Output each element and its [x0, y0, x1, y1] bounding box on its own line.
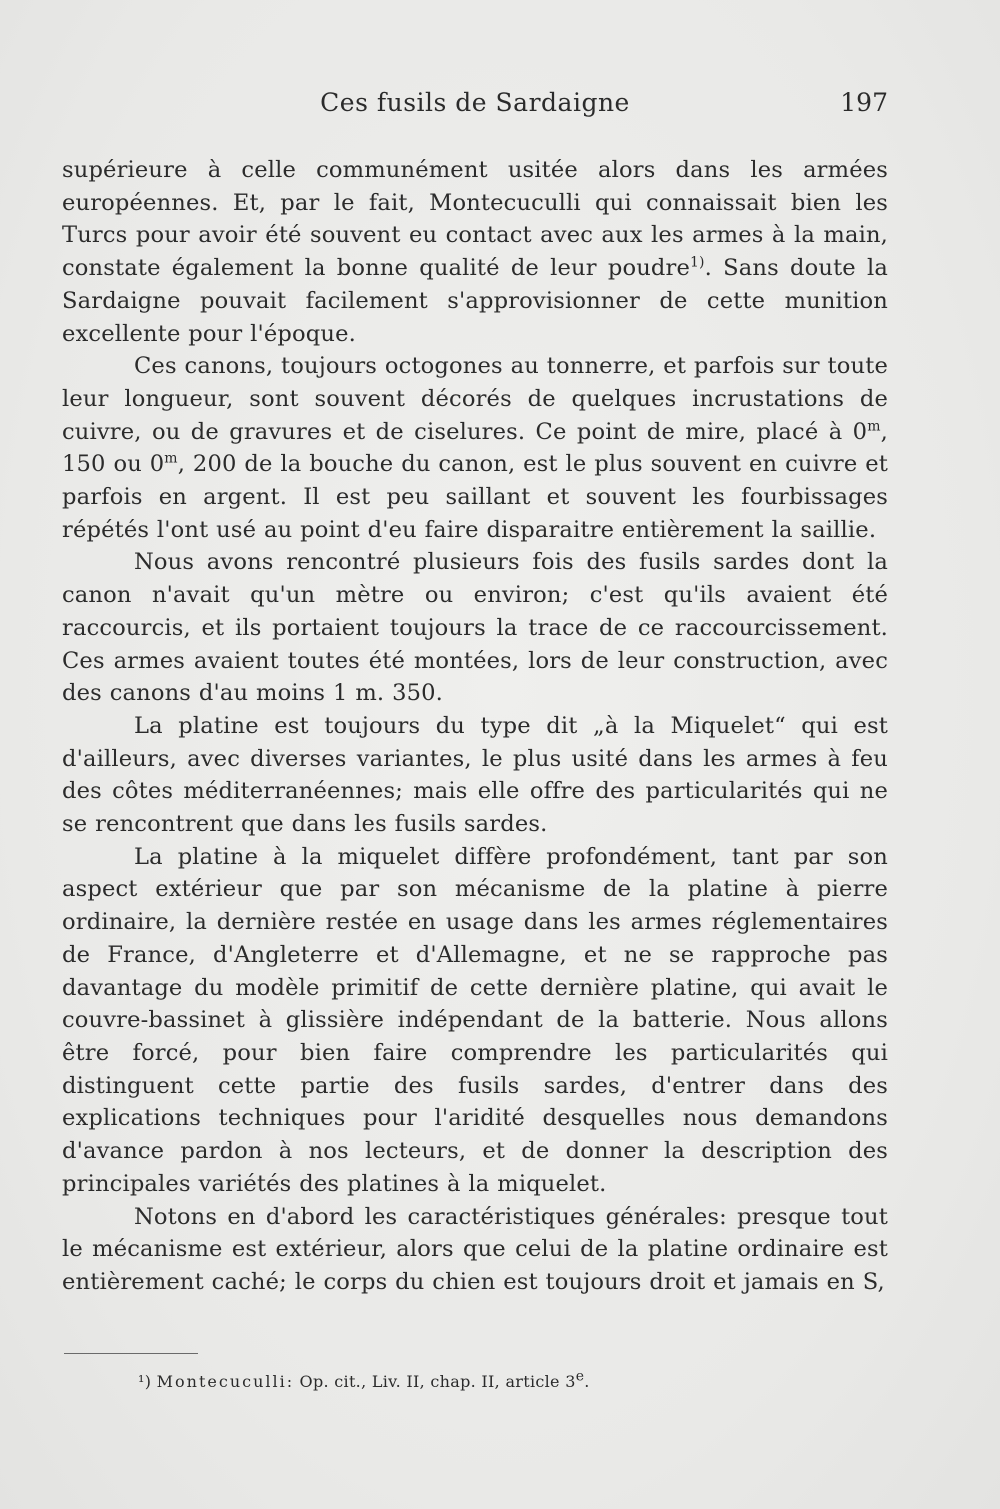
unit-superscript: m: [867, 418, 881, 435]
paragraph: Notons en d'abord les caractéristiques générales: presque tout le mécanisme est extérieur, alors que celui de la platine ordinaire est entièrement caché; le corps du chien est toujours droit et jamais en S,: [62, 1203, 888, 1295]
footnote-citation: Op. cit., Liv. II, chap. II, article 3: [299, 1372, 576, 1391]
page-number: 197: [840, 88, 888, 117]
footnote: [138, 1368, 590, 1391]
paragraph: La platine est toujours du type dit „à la Miquelet“ qui est d'ailleurs, avec diverses variantes, le plus usité dans les armes à feu des côtes méditerranéennes; mais elle offre des particularités qui ne se rencontrent que dans les fusils sardes.: [62, 712, 888, 838]
footnote-end: .: [584, 1372, 590, 1391]
page-header: [62, 88, 888, 128]
footnote-mark: ¹): [138, 1372, 152, 1391]
paragraph: Nous avons rencontré plusieurs fois des fusils sardes dont la canon n'avait qu'un mètre ou environ; c'est qu'ils avaient été raccourcis, et ils portaient toujours la trace de ce raccourcissement. Ces armes avaient toutes été montées, lors de leur construction, avec des canons d'au moins 1 m. 350.: [62, 549, 888, 707]
footnote-superscript: e: [575, 1368, 585, 1385]
footnote-reference: 1): [689, 254, 705, 271]
paragraph: [62, 350, 888, 546]
unit-superscript: m: [164, 450, 178, 467]
paragraph: La platine à la miquelet diffère profondément, tant par son aspect extérieur que par son mécanisme de la platine à pierre ordinaire, la dernière restée en usage dans les armes réglementaires de France, d'Angleterre et d'Allemagne, et ne se rapproche pas davantage du modèle primitif de cette dernière platine, qui avait le couvre-bassinet à glissière indépendant de la batterie. Nous allons être forcé, pour bien faire comprendre les particularités qui distinguent cette partie des fusils sardes, d'entrer dans des explications techniques pour l'aridité desquelles nous demandons d'avance pardon à nos lecteurs, et de donner la description des principales variétés des platines à la miquelet.: [62, 843, 888, 1197]
footnote-divider: [64, 1353, 198, 1354]
paragraph-text: Ces canons, toujours octogones au tonnerre, et parfois sur toute leur longueur, sont souvent décorés de quelques incrustations de cuivre, ou de gravures et de ciselures. Ce point de mire, placé à 0: [62, 353, 888, 445]
paragraph-text: , 150 ou 0: [62, 418, 888, 478]
paragraph-text: , 200 de la bouche du canon, est le plus souvent en cuivre et parfois en argent. Il est peu saillant et souvent les fourbissages répétés l'ont usé au point d'eu faire disparaitre entièrement la saillie.: [62, 451, 888, 543]
footnote-author: Montecuculli:: [156, 1372, 295, 1391]
body-text: [62, 154, 888, 1299]
paragraph-text: . Sans doute la Sardaigne pouvait facilement s'approvisionner de cette munition excellente pour l'époque.: [62, 255, 888, 347]
paragraph-text: supérieure à celle communément usitée alors dans les armées européennes. Et, par le fait, Montecuculli qui connaissait bien les Turcs pour avoir été souvent eu contact avec aux les armes à la main, constate également la bonne qualité de leur poudre: [62, 157, 888, 282]
paragraph: [62, 154, 888, 350]
running-title: Ces fusils de Sardaigne: [320, 88, 630, 117]
